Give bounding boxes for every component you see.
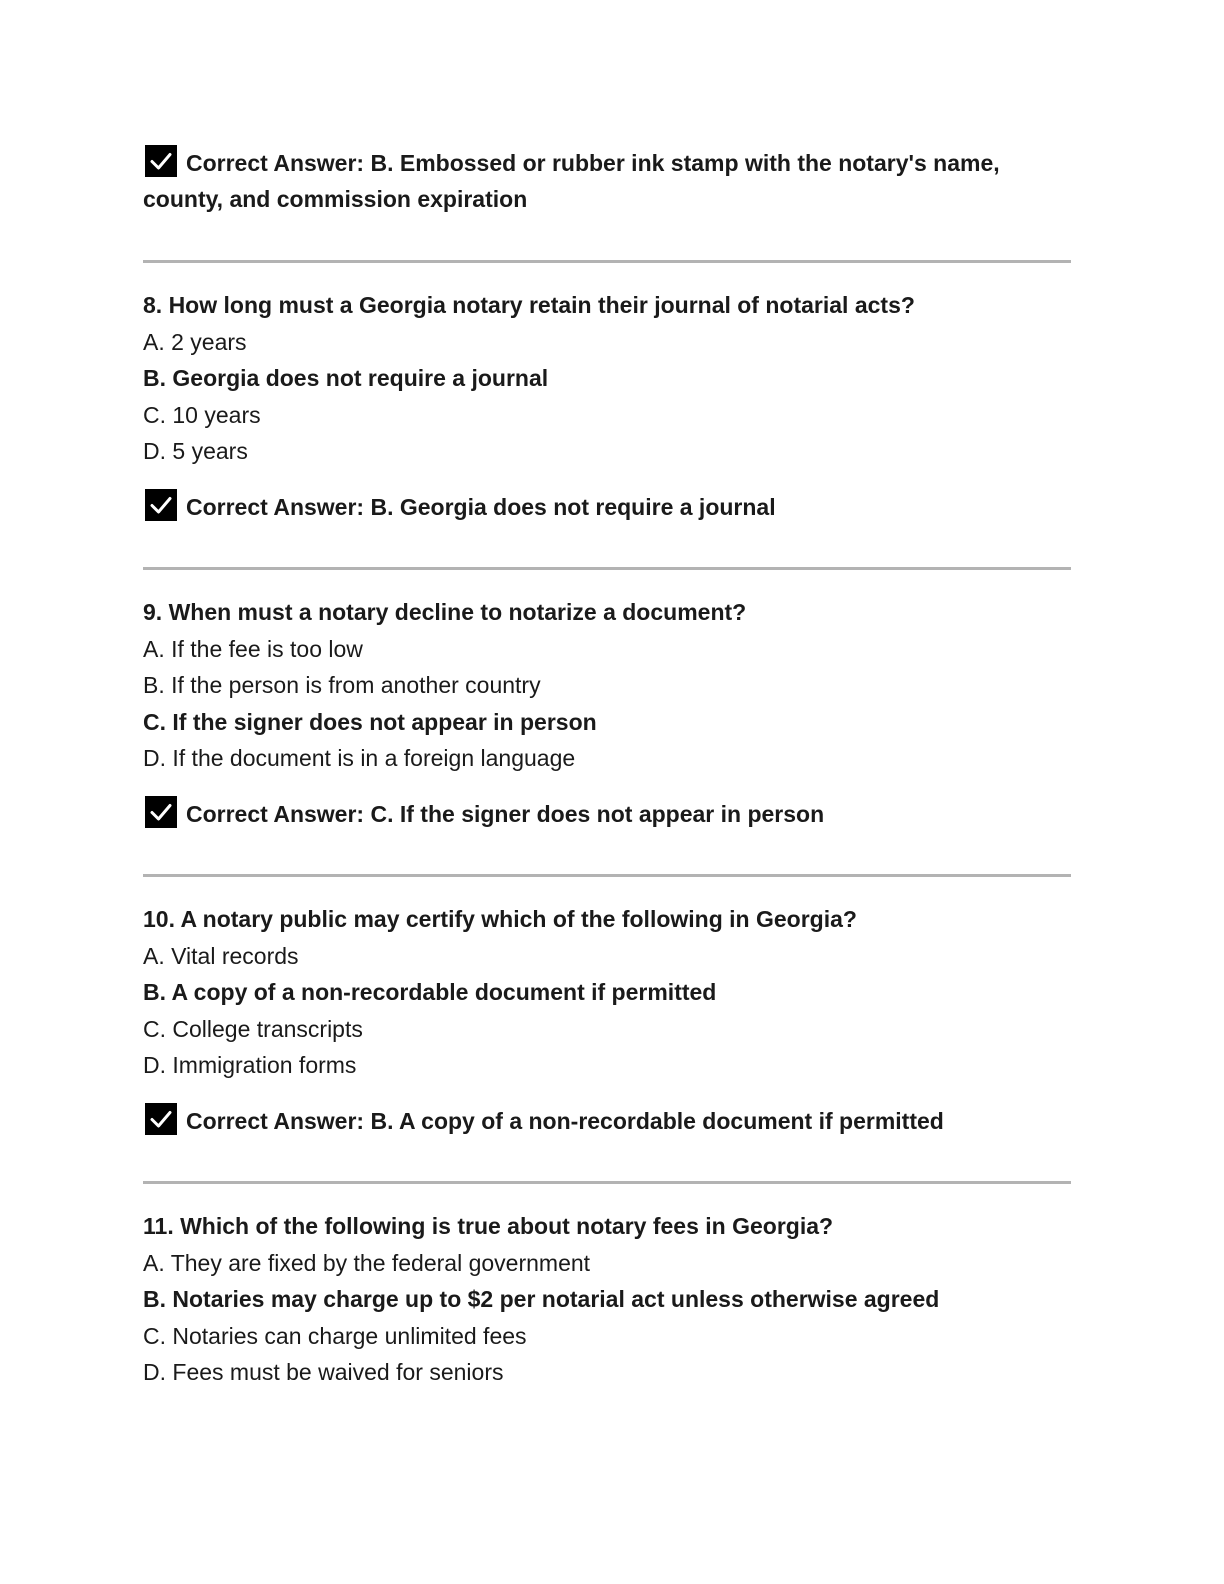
question-block-8	[143, 287, 1071, 470]
option-b-correct: B. Notaries may charge up to $2 per notarial act unless otherwise agreed	[143, 1286, 940, 1313]
answer-block-9	[143, 796, 1071, 832]
check-icon	[145, 489, 177, 521]
option-a: A. 2 years	[143, 328, 247, 355]
question-text: 8. How long must a Georgia notary retain their journal of notarial acts?	[143, 292, 915, 318]
option-b-correct: B. Georgia does not require a journal	[143, 365, 549, 392]
answer-block-7	[143, 145, 1071, 217]
question-text: 11. Which of the following is true about notary fees in Georgia?	[143, 1213, 834, 1239]
document-page	[143, 0, 1071, 1584]
question-block-9	[143, 594, 1071, 777]
divider	[143, 1181, 1071, 1184]
option-d: D. Fees must be waived for seniors	[143, 1359, 504, 1386]
question-text: 9. When must a notary decline to notarize a document?	[143, 599, 747, 625]
option-b-correct: B. A copy of a non-recordable document if permitted	[143, 979, 717, 1006]
correct-answer-text: Correct Answer: C. If the signer does not appear in person	[186, 801, 825, 827]
option-c: C. College transcripts	[143, 1015, 363, 1042]
option-d: D. 5 years	[143, 438, 248, 465]
question-block-10	[143, 901, 1071, 1084]
option-c: C. 10 years	[143, 401, 261, 428]
answer-block-8	[143, 489, 1071, 525]
check-icon	[145, 145, 177, 177]
option-a: A. They are fixed by the federal government	[143, 1249, 591, 1276]
option-d: D. Immigration forms	[143, 1052, 357, 1079]
correct-answer-text: Correct Answer: B. A copy of a non-recordable document if permitted	[186, 1108, 944, 1134]
correct-answer-text: Correct Answer: B. Georgia does not require a journal	[186, 494, 776, 520]
option-d: D. If the document is in a foreign language	[143, 745, 576, 772]
option-b: B. If the person is from another country	[143, 672, 541, 699]
question-block-11	[143, 1208, 1071, 1391]
option-c: C. Notaries can charge unlimited fees	[143, 1322, 527, 1349]
option-a: A. Vital records	[143, 942, 299, 969]
option-c-correct: C. If the signer does not appear in person	[143, 708, 597, 735]
answer-block-10	[143, 1103, 1071, 1139]
divider	[143, 567, 1071, 570]
correct-answer-text: Correct Answer: B. Embossed or rubber ink stamp with the notary's name, county, and commission expiration	[143, 150, 1000, 212]
divider	[143, 874, 1071, 877]
check-icon	[145, 1103, 177, 1135]
option-a: A. If the fee is too low	[143, 635, 363, 662]
divider	[143, 260, 1071, 263]
check-icon	[145, 796, 177, 828]
question-text: 10. A notary public may certify which of the following in Georgia?	[143, 906, 857, 932]
